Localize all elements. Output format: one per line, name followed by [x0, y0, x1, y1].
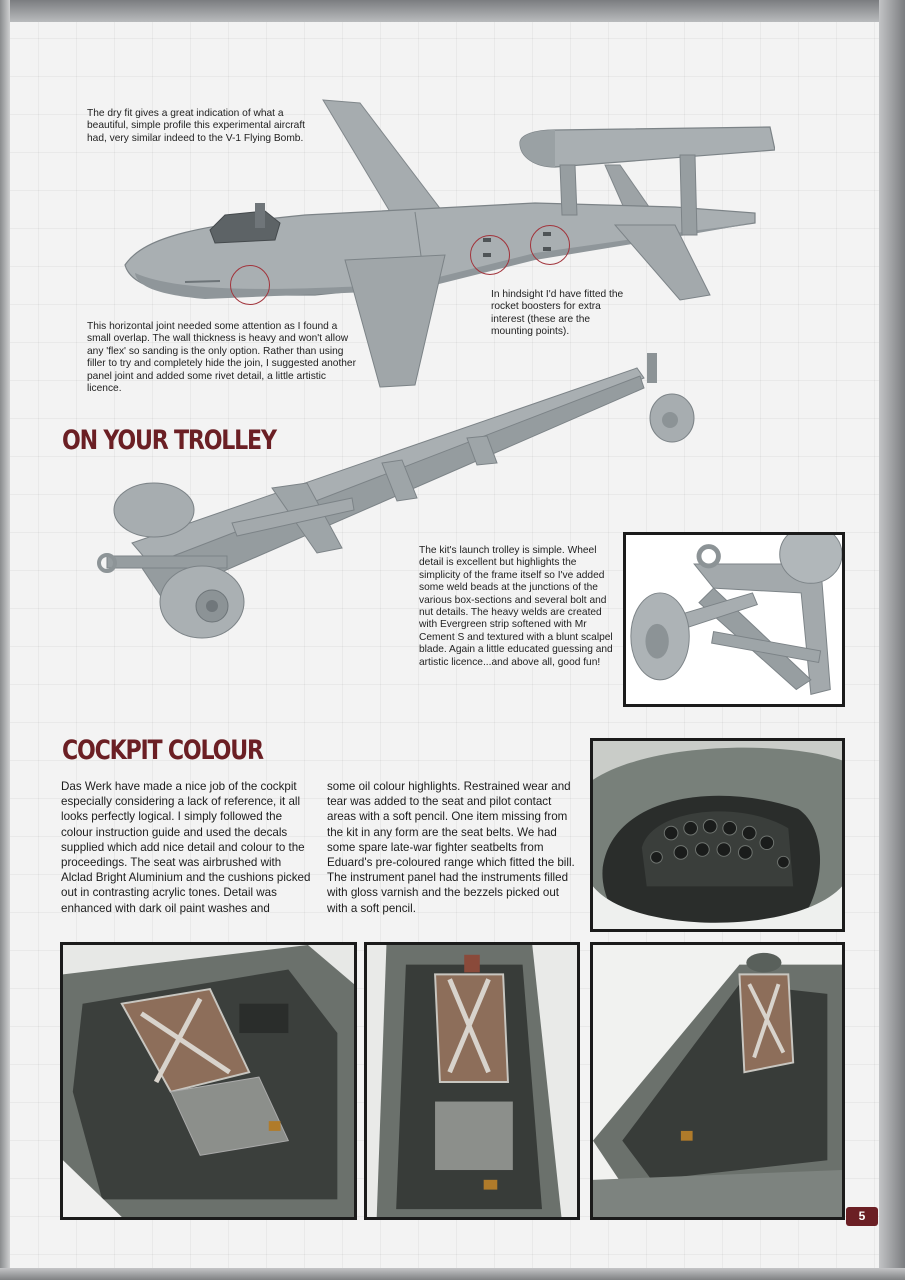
frame-left — [0, 0, 10, 1280]
trolley-caption: The kit's launch trolley is simple. Wheel detail is excellent but highlights the simplicity of the frame itself so I've added some weld beads at the junctions of the various box-sections and several bolt and nut details. The heavy welds are created with Evergreen strip softened with Mr Cement S and textured with a blunt scalpel blade. Again a little educated guessing and artistic licence...and above all, good fun! — [419, 545, 613, 668]
cockpit-photo-middle — [364, 942, 580, 1220]
trolley-detail-photo — [623, 532, 845, 707]
cockpit-text-col2: some oil colour highlights. Restrained wear and tear was added to the seat and pilot contact areas with a soft pencil. One item missing from the kit in any form are the seat belts. We had some spare late-war fighter seatbelts from Eduard's pre-coloured range which fitted the bill. The instrument panel had the instruments filled with gloss varnish and the bezzels picked out with a soft pencil. — [327, 780, 575, 915]
cockpit-photo-left — [60, 942, 357, 1220]
trolley-heading: ON YOUR TROLLEY — [62, 425, 276, 456]
dry-fit-caption: The dry fit gives a great indication of what a beautiful, simple profile this experimental aircraft had, very similar indeed to the V-1 Flying Bomb. — [87, 108, 305, 144]
frame-right — [879, 0, 905, 1280]
joint-highlight-circle — [230, 265, 270, 305]
joint-caption: This horizontal joint needed some attention as I found a small overlap. The wall thickness is heavy and won't allow any 'flex' so sanding is the only option. Rather than using filler to try and completely hide the join, I suggested another panel joint and added some rivet detail, a little artistic licence. — [87, 321, 356, 395]
hindsight-caption: In hindsight I'd have fitted the rocket boosters for extra interest (these are the mounting points). — [491, 289, 624, 338]
mount-highlight-circle-1 — [470, 235, 510, 275]
frame-bottom — [0, 1268, 905, 1280]
mount-highlight-circle-2 — [530, 225, 570, 265]
page-number: 5 — [846, 1207, 878, 1226]
cockpit-photo-right — [590, 942, 845, 1220]
frame-top — [0, 0, 905, 22]
instrument-panel-photo — [590, 738, 845, 932]
cockpit-text-col1: Das Werk have made a nice job of the cockpit especially considering a lack of reference, it all looks perfectly logical. I simply followed the colour instruction guide and used the decals supplied which add nice detail and colour to the proceedings. The seat was airbrushed with Alclad Bright Aluminium and the cushions picked out in contrasting acrylic tones. Detail was enhanced with dark oil paint washes and — [61, 780, 311, 915]
cockpit-heading: COCKPIT COLOUR — [62, 735, 263, 766]
